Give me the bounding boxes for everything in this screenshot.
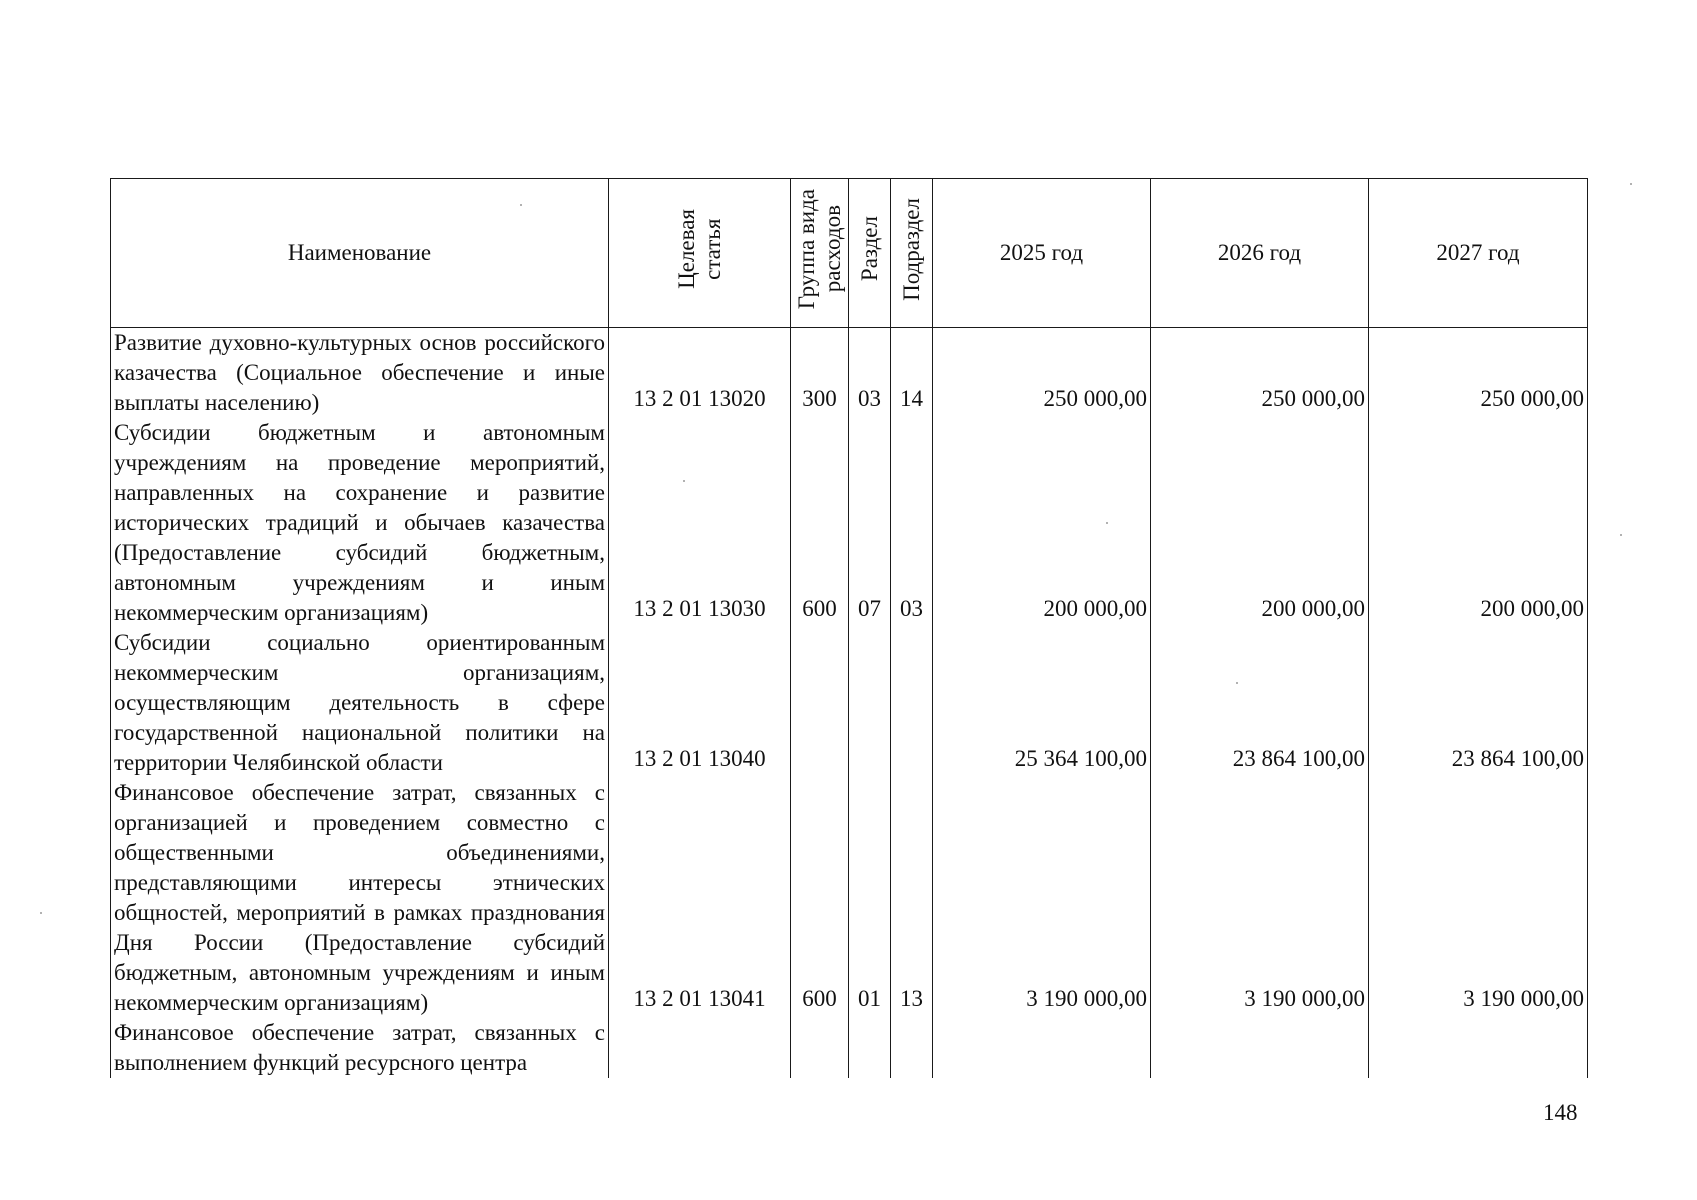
row-name: Развитие духовно-культурных основ российского казачества (Социальное обеспечение и иные выплаты населению) [111,328,609,419]
row-section: 01 [849,778,891,1018]
row-group: 300 [791,328,849,419]
row-code: 13 2 01 13030 [609,418,791,628]
page-number: 148 [1543,1100,1578,1125]
header-name: Наименование [111,179,609,328]
budget-table [110,178,1588,1078]
row-group: 600 [791,778,849,1018]
header-subsection [891,179,933,328]
table-row [111,418,1588,628]
table-row [111,328,1588,419]
scan-speck [683,480,685,482]
scan-speck [520,204,522,206]
row-section: 07 [849,418,891,628]
row-amount-2026: 3 190 000,00 [1151,778,1369,1018]
row-section: 03 [849,328,891,419]
table-row [111,1018,1588,1078]
row-amount-2025 [933,1018,1151,1078]
row-name: Субсидии бюджетным и автономным учреждениям на проведение мероприятий, направленных на сохранение и развитие исторических традиций и обычаев казачества (Предоставление субсидий бюджетным, автономным учреждениям и иным некоммерческим организациям) [111,418,609,628]
row-amount-2025: 250 000,00 [933,328,1151,419]
row-name: Финансовое обеспечение затрат, связанных с выполнением функций ресурсного центра [111,1018,609,1078]
row-amount-2027: 23 864 100,00 [1369,628,1588,778]
row-amount-2026: 250 000,00 [1151,328,1369,419]
header-expense-group [791,179,849,328]
scan-speck [1236,682,1238,684]
row-amount-2026: 23 864 100,00 [1151,628,1369,778]
header-row [111,179,1588,328]
row-subsection: 13 [891,778,933,1018]
row-group [791,1018,849,1078]
row-amount-2027: 3 190 000,00 [1369,778,1588,1018]
header-expense-group-label: Группа вида расходов [793,188,845,310]
row-subsection: 03 [891,418,933,628]
row-amount-2027: 250 000,00 [1369,328,1588,419]
header-year-2025: 2025 год [933,179,1151,328]
header-subsection-label: Подраздел [898,197,924,301]
scan-speck [1620,534,1622,536]
row-group [791,628,849,778]
scan-speck [40,912,42,914]
header-target-article-label: Целевая статья [673,209,725,289]
header-target-article [609,179,791,328]
budget-sheet [110,178,1587,1083]
table-row [111,778,1588,1018]
header-section [849,179,891,328]
row-subsection: 14 [891,328,933,419]
row-amount-2027 [1369,1018,1588,1078]
row-amount-2027: 200 000,00 [1369,418,1588,628]
row-code [609,1018,791,1078]
row-amount-2026: 200 000,00 [1151,418,1369,628]
scan-speck [1106,522,1108,524]
row-subsection [891,628,933,778]
header-year-2026: 2026 год [1151,179,1369,328]
row-amount-2025: 200 000,00 [933,418,1151,628]
header-section-label: Раздел [856,216,882,282]
row-section [849,1018,891,1078]
row-name: Субсидии социально ориентированным некоммерческим организациям, осуществляющим деятельность в сфере государственной национальной политики на территории Челябинской области [111,628,609,778]
header-year-2027: 2027 год [1369,179,1588,328]
row-amount-2025: 25 364 100,00 [933,628,1151,778]
row-amount-2025: 3 190 000,00 [933,778,1151,1018]
row-code: 13 2 01 13040 [609,628,791,778]
row-code: 13 2 01 13041 [609,778,791,1018]
row-subsection [891,1018,933,1078]
table-row [111,628,1588,778]
row-code: 13 2 01 13020 [609,328,791,419]
row-name: Финансовое обеспечение затрат, связанных с организацией и проведением совместно с общественными объединениями, представляющими интересы этнических общностей, мероприятий в рамках празднования Дня России (Предоставление субсидий бюджетным, автономным учреждениям и иным некоммерческим организациям) [111,778,609,1018]
row-section [849,628,891,778]
row-group: 600 [791,418,849,628]
scan-speck [1630,183,1632,185]
row-amount-2026 [1151,1018,1369,1078]
